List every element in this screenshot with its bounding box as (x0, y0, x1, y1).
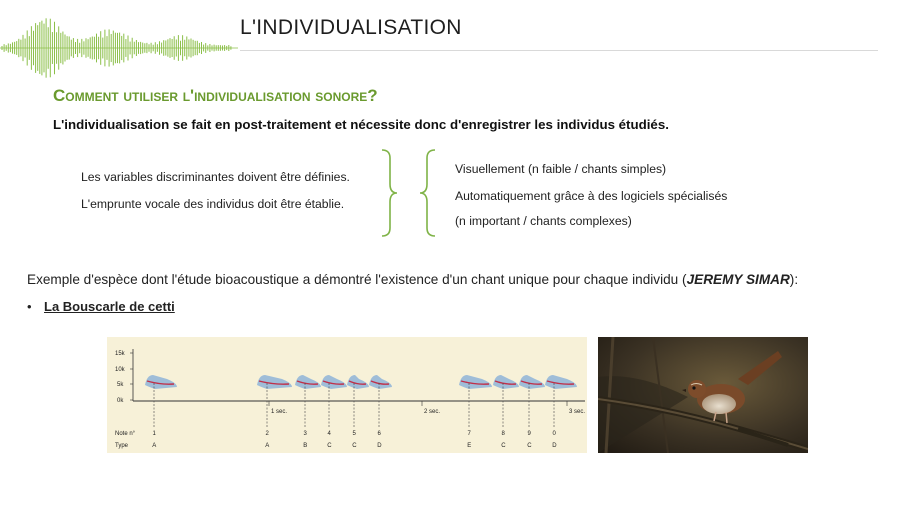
note-type: A (265, 443, 270, 449)
note-type: A (152, 443, 157, 449)
bird-photo-icon (598, 337, 808, 453)
opening-brace-icon (417, 148, 437, 238)
note-type: E (467, 443, 472, 449)
note-type: B (303, 443, 308, 449)
note-number: 9 (527, 431, 531, 437)
example-text-end: ): (789, 272, 799, 287)
species-name: La Bouscarle de cetti (44, 299, 175, 314)
time-tick-label: 2 sec. (424, 409, 441, 415)
note-number: 0 (552, 431, 556, 437)
note-number: 8 (501, 431, 505, 437)
y-tick-label: 10k (115, 367, 125, 373)
spectrogram-figure (107, 337, 587, 453)
note-type: C (501, 443, 506, 449)
section-subtitle: Comment utiliser l'individualisation sonore? (53, 86, 378, 105)
method-item: Visuellement (n faible / chants simples) (455, 162, 667, 176)
note-number: 3 (303, 431, 307, 437)
title-divider (240, 50, 878, 51)
bullet-icon: • (27, 299, 32, 314)
time-tick-label: 1 sec. (271, 409, 288, 415)
method-item: (n important / chants complexes) (455, 214, 632, 228)
note-type: C (527, 443, 532, 449)
example-author: JEREMY SIMAR (686, 272, 790, 287)
y-tick-label: 15k (115, 351, 125, 357)
intro-text: L'individualisation se fait en post-traitement et nécessite donc d'enregistrer les individus étudiés. (53, 117, 669, 132)
row-label-note: Note n° (115, 431, 136, 437)
example-text (27, 272, 798, 287)
requirement-item: Les variables discriminantes doivent être définies. (81, 170, 350, 184)
note-type: C (327, 443, 332, 449)
time-tick-label: 3 sec. (569, 409, 586, 415)
note-type: C (352, 443, 357, 449)
waveform-icon (0, 10, 240, 90)
note-number: 5 (352, 431, 356, 437)
note-number: 2 (265, 431, 269, 437)
note-number: 4 (327, 431, 331, 437)
note-number: 1 (152, 431, 156, 437)
requirement-item: L'emprunte vocale des individus doit être établie. (81, 197, 345, 211)
note-type: D (377, 443, 382, 449)
y-tick-label: 5k (117, 382, 124, 388)
row-label-type: Type (115, 443, 129, 449)
closing-brace-icon (380, 148, 400, 238)
note-type: D (552, 443, 557, 449)
note-number: 7 (467, 431, 471, 437)
example-text-start: Exemple d'espèce dont l'étude bioacoustique a démontré l'existence d'un chant unique pour chaque individu ( (27, 272, 687, 287)
note-number: 6 (377, 431, 381, 437)
page-title: L'INDIVIDUALISATION (240, 16, 462, 39)
y-tick-label: 0k (117, 398, 124, 404)
method-item: Automatiquement grâce à des logiciels spécialisés (455, 189, 728, 203)
